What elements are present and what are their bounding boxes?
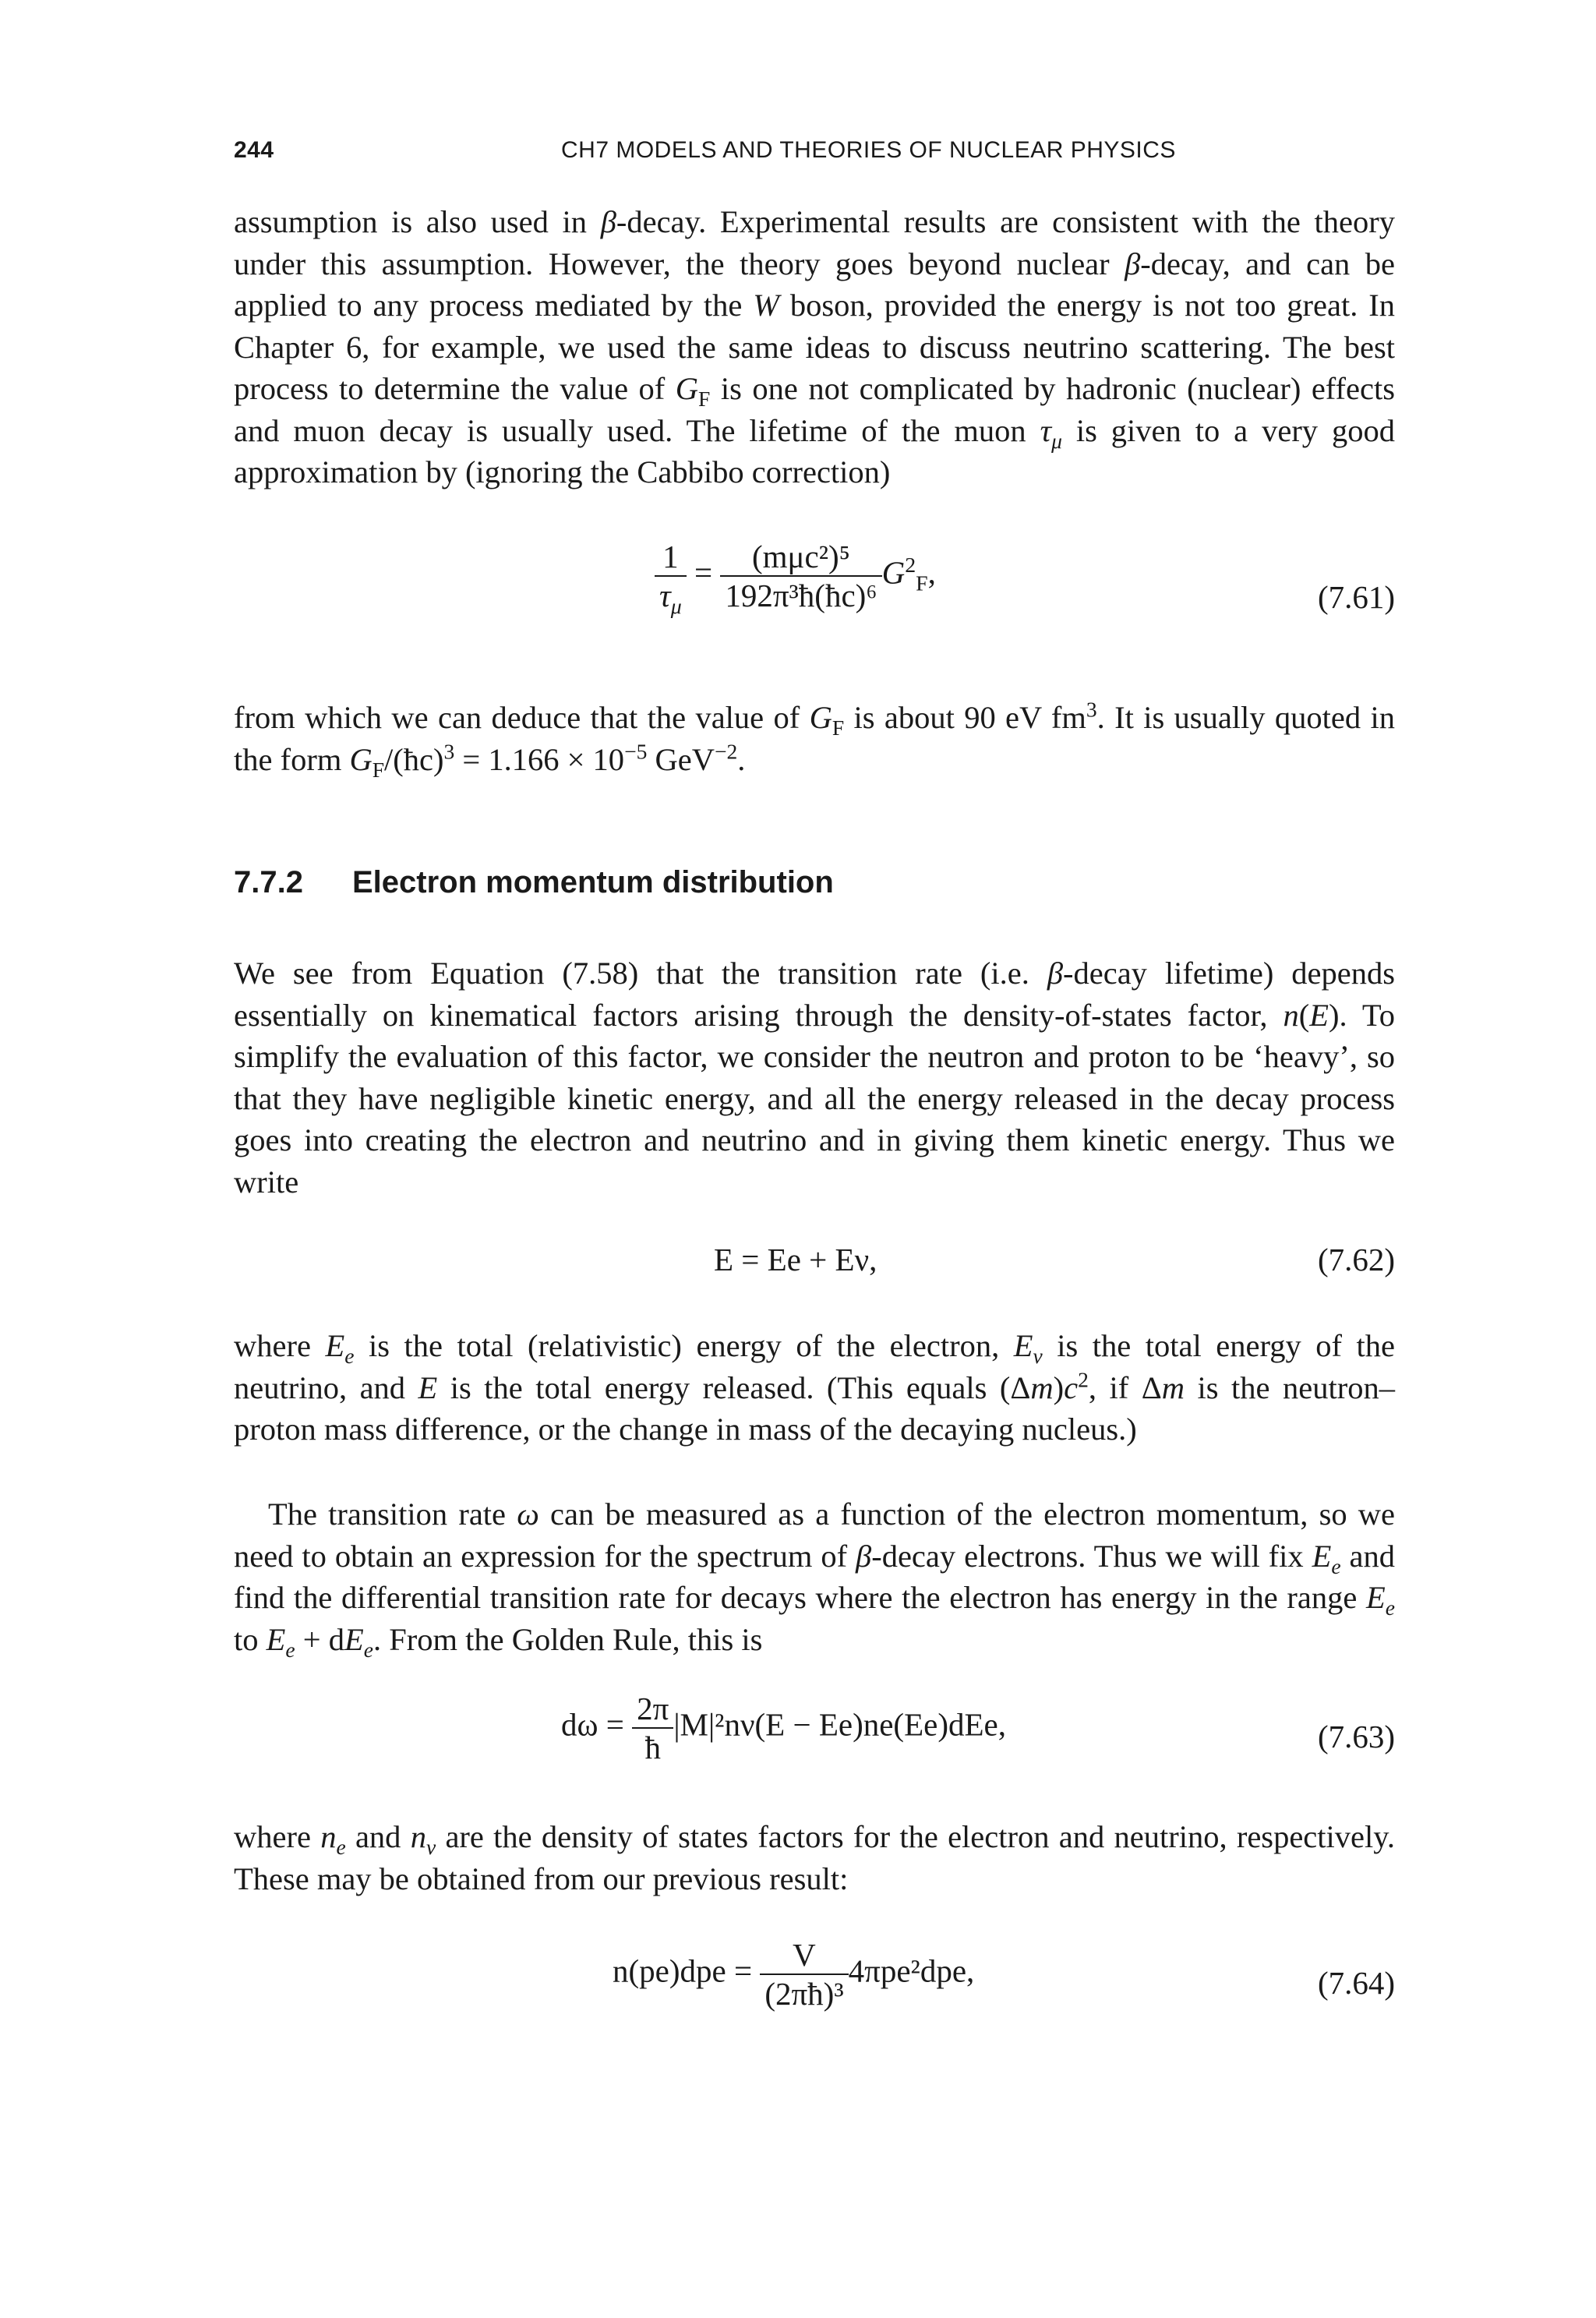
eq761-rhs-fraction: $\frac{\text{(mμc²)⁵}}{\text{192π³ħ(ħc)⁶}}$	[720, 538, 881, 614]
equation-number: (7.61)	[1317, 579, 1395, 615]
section-number: 7.7.2	[234, 865, 303, 899]
section-heading	[234, 865, 834, 900]
equation-number: (7.63)	[1317, 1719, 1395, 1754]
section-title: Electron momentum distribution	[352, 865, 834, 899]
equation-number: (7.64)	[1317, 1965, 1395, 2001]
paragraph-density-of-states: where $n_e$ and $n_\nu$ are the density of states factors for the electron and neutrino, respectively. These may be obtained from our previous result:	[234, 1819, 1396, 1896]
running-header	[234, 137, 1395, 176]
paragraph-muon-lifetime: assumption is also used in β-decay. Experimental results are consistent with the theory under this assumption. However, the theory goes beyond nuclear β-decay, and can be applied to any process mediated by the W boson, provided the energy is not too great. In Chapter 6, for example, we used the same ideas to discuss neutrino scattering. The best process to determine the value of $G_F$ is one not complicated by hadronic (nuclear) effects and muon decay is usually used. The lifetime of the muon $\tau_\mu$ is given to a very good approximation by (ignoring the Cabbibo correction)	[234, 204, 1396, 489]
paragraph-energy-definitions: where $E_e$ is the total (relativistic) energy of the electron, $E_\nu$ is the total energy of the neutrino, and E is the total energy released. (This equals $(\Delta m)c^2$, if Δm is the neutron–proton mass difference, or the change in mass of the decaying nucleus.)	[234, 1328, 1396, 1447]
paragraph-fermi-constant: from which we can deduce that the value of $G_F$ is about 90 eV $fm^3$. It is usually quoted in the form $G_F/(ħc)^3 = 1.166 \times 10^{-5}$ GeV$^{-2}$.	[234, 697, 1395, 782]
equation-number: (7.62)	[1317, 1242, 1395, 1277]
eq764-fraction: $\frac{V}{\text{(2πħ)³}}$	[760, 1936, 848, 2012]
eq763-fraction: $\frac{2\pi}{ħ}$	[632, 1690, 673, 1766]
book-page: 244 CH7 MODELS AND THEORIES OF NUCLEAR PHYSICS assumption is also used in β-decay. Experimental results are consistent with the theory under this assumption. However, the theory goes beyond nuclear β-decay, and can be applied to any process mediated by the W boson, provided the energy is not too great. In Chapter 6, for example, we used the same ideas to discuss neutrino scattering. The best process to determine the value of $G_F$ is one not complicated by hadronic (nuclear) effects and muon decay is usually used. The lifetime of the muon $\tau_\mu$ is given to a very good approximation by (ignoring the Cabbibo correction) $\frac{1}{\tau_\mu}$ = $\frac{\text{(mμc²)⁵}}{\text{192π³ħ(ħc)⁶}}$ $G^2_F$, (7.61) from which we can deduce that the value of $G_F$ is about 90 eV $fm^3$. It is usually quoted in the form $G_F/(ħc)^3 = 1.166 \times 10^{-5}$ GeV$^{-2}$. 7.7.2 Electron momentum distribution We see from Equation (7.58) that the transition rate (i.e. β-decay lifetime) depends essentially on kinematical factors arising through the density-of-states factor, n(E). To simplify the evaluation of this factor, we consider the neutron and proton to be ‘heavy’, so that they have negligible kinetic energy, and all the energy released in the decay process goes into creating the electron and neutrino and in giving them kinetic energy. Thus we write E = Ee + Eν, (7.62) where $E_e$ is the total (relativistic) energy of the electron, $E_\nu$ is the total energy of the neutrino, and E is the total energy released. (This equals $(\Delta m)c^2$, if Δm is the neutron–proton mass difference, or the change in mass of the decaying nucleus.) The transition rate ω can be measured as a function of the electron momentum, so we need to obtain an expression for the spectrum of β-decay electrons. Thus we will fix $E_e$ and find the differential transition rate for decays where the electron has energy in the range $E_e$ to $E_e + dE_e$. From the Golden Rule, this is dω = $\frac{2\pi}{ħ}$ |M|²nν(E − Ee)ne(Ee)dEe, (7.63) where $n_e$ and $n_\nu$ are the density of states factors for the electron and neutrino, respectively. These may be obtained from our previous result: n(pe)dpe = $\frac{V}{\text{(2πħ)³}}$ 4πpe²dpe, (7.64)	[234, 137, 1396, 2012]
eq762-expression: E = Ee + Eν,	[714, 1242, 877, 1277]
eq761-lhs-fraction: $\frac{1}{\tau_\mu}$	[655, 538, 687, 614]
running-head-title: CH7 MODELS AND THEORIES OF NUCLEAR PHYSICS	[561, 137, 1176, 163]
page-number: 244	[234, 137, 274, 163]
paragraph-transition-rate: We see from Equation (7.58) that the transition rate (i.e. β-decay lifetime) depends essentially on kinematical factors arising through the density-of-states factor, n(E). To simplify the evaluation of this factor, we consider the neutron and proton to be ‘heavy’, so that they have negligible kinetic energy, and all the energy released in the decay process goes into creating the electron and neutrino and in giving them kinetic energy. Thus we write	[234, 956, 1395, 1200]
paragraph-spectrum: The transition rate ω can be measured as a function of the electron momentum, so we need to obtain an expression for the spectrum of β-decay electrons. Thus we will fix $E_e$ and find the differential transition rate for decays where the electron has energy in the range $E_e$ to $E_e + dE_e$. From the Golden Rule, this is	[234, 1496, 1396, 1662]
